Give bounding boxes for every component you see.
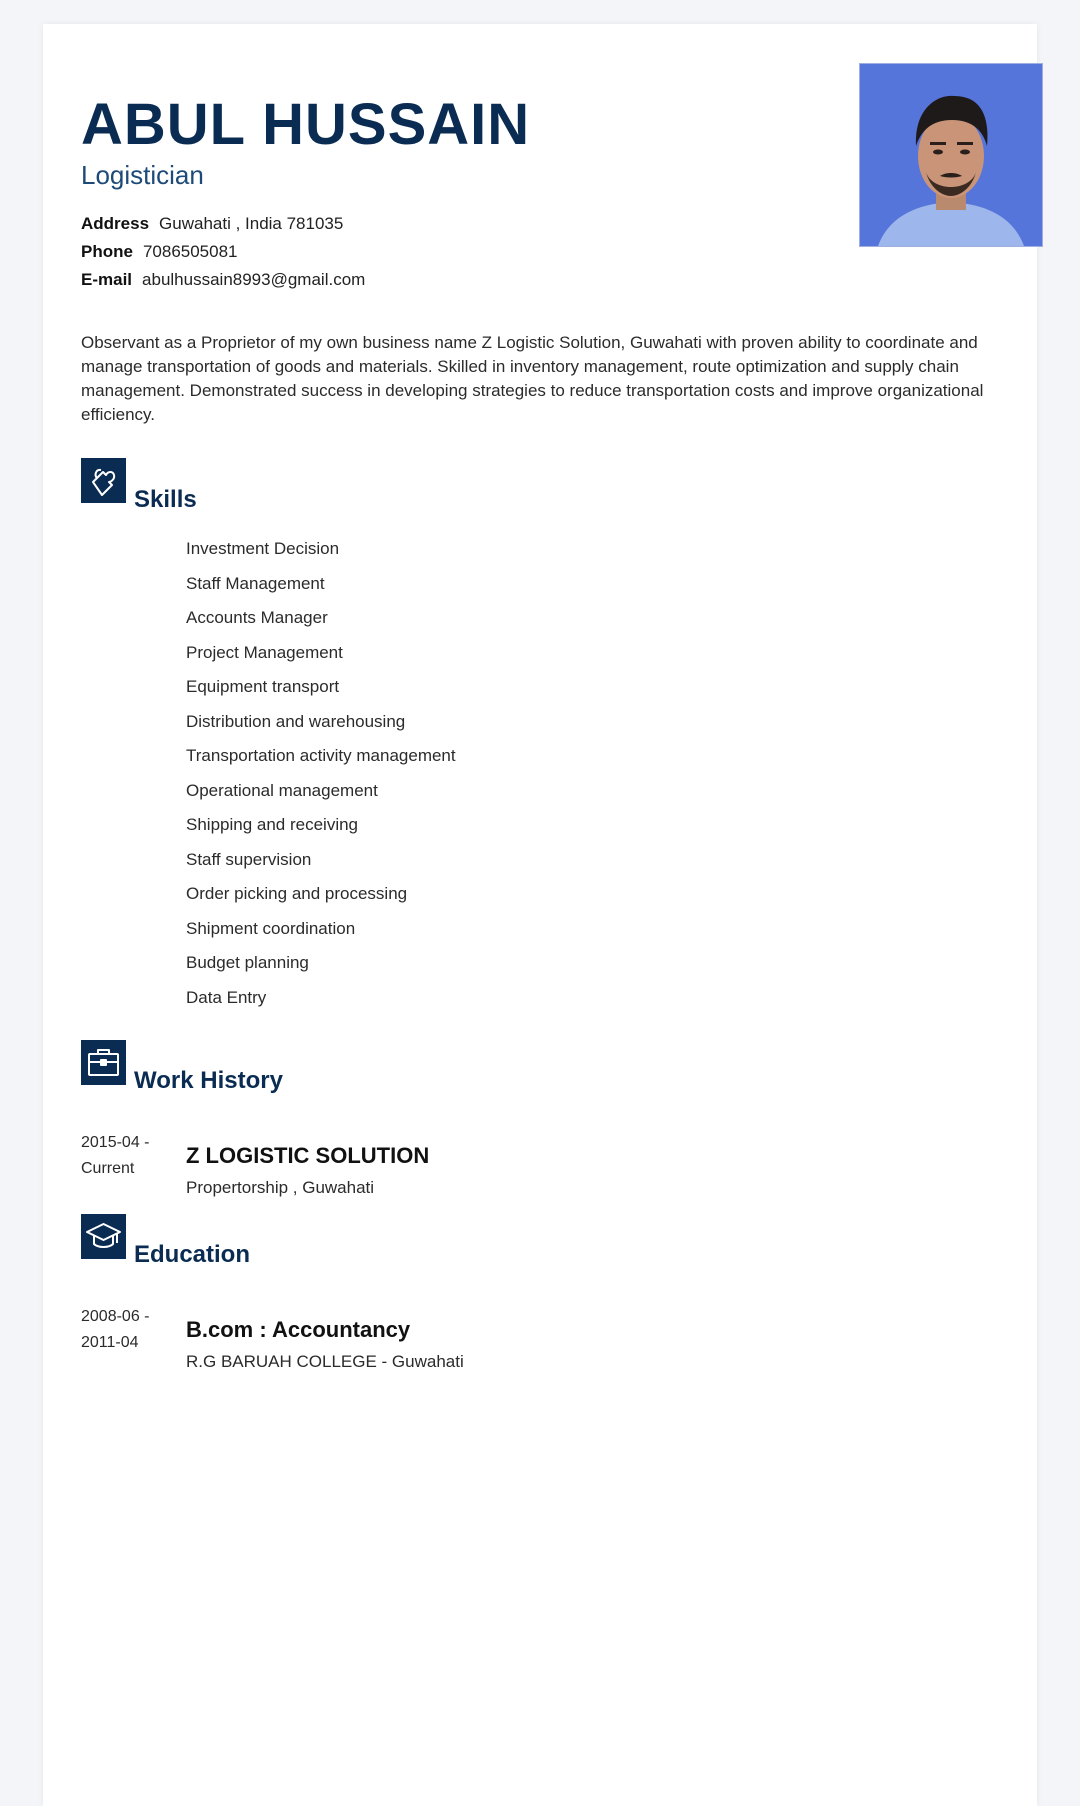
work-company: Z LOGISTIC SOLUTION — [186, 1143, 430, 1168]
graduation-cap-icon — [81, 1214, 126, 1259]
education-section-title: Education — [134, 1241, 251, 1268]
education-date-end: 2011-04 — [81, 1334, 139, 1351]
work-date-start: 2015-04 - — [81, 1134, 150, 1151]
list-item: Budget planning — [186, 953, 309, 972]
profile-photo — [859, 63, 1043, 247]
list-item: Data Entry — [186, 987, 267, 1007]
job-title: Logistician — [81, 160, 204, 190]
puzzle-icon — [81, 458, 126, 503]
list-item: Equipment transport — [186, 677, 340, 696]
education-school: R.G BARUAH COLLEGE - Guwahati — [186, 1352, 464, 1371]
phone-value[interactable]: 7086505081 — [142, 242, 238, 261]
phone-label: Phone — [81, 242, 133, 261]
education-date — [81, 1304, 161, 1356]
work-detail: Propertorship , Guwahati — [186, 1178, 375, 1197]
skills-list — [186, 539, 456, 1022]
email-value[interactable]: abulhussain8993@gmail.com — [142, 270, 366, 289]
list-item: Distribution and warehousing — [186, 711, 406, 731]
contact-email — [81, 271, 365, 288]
list-item: Operational management — [186, 780, 378, 800]
list-item: Staff Management — [186, 573, 325, 593]
contact-address — [81, 215, 343, 232]
professional-summary: Observant as a Proprietor of my own business name Z Logistic Solution, Guwahati with proven ability to coordinate and manage transportation of goods and materials. Skilled in inventory management, route optimization and supply chain management. Demonstrated success in developing strategies to reduce transportation costs and improve organizational efficiency. — [81, 333, 984, 424]
contact-phone — [81, 243, 238, 260]
list-item: Investment Decision — [186, 539, 340, 558]
education-date-start: 2008-06 - — [81, 1308, 150, 1325]
candidate-name: ABUL HUSSAIN — [81, 92, 531, 157]
list-item: Accounts Manager — [186, 608, 328, 627]
work-date — [81, 1130, 161, 1182]
list-item: Transportation activity management — [186, 746, 456, 765]
list-item: Shipping and receiving — [186, 815, 359, 834]
resume-page — [43, 24, 1037, 1806]
address-value: Guwahati , India 781035 — [159, 214, 344, 233]
list-item: Shipment coordination — [186, 918, 356, 938]
address-label: Address — [81, 214, 150, 233]
work-date-end: Current — [81, 1160, 135, 1177]
list-item: Order picking and processing — [186, 884, 408, 903]
briefcase-icon — [81, 1040, 126, 1085]
list-item: Staff supervision — [186, 849, 312, 869]
education-degree: B.com : Accountancy — [186, 1317, 411, 1342]
skills-section-title: Skills — [134, 486, 197, 513]
list-item: Project Management — [186, 642, 343, 662]
profile-photo-illustration — [860, 64, 1042, 246]
email-label: E-mail — [81, 270, 133, 289]
work-history-section-title: Work History — [134, 1067, 283, 1094]
